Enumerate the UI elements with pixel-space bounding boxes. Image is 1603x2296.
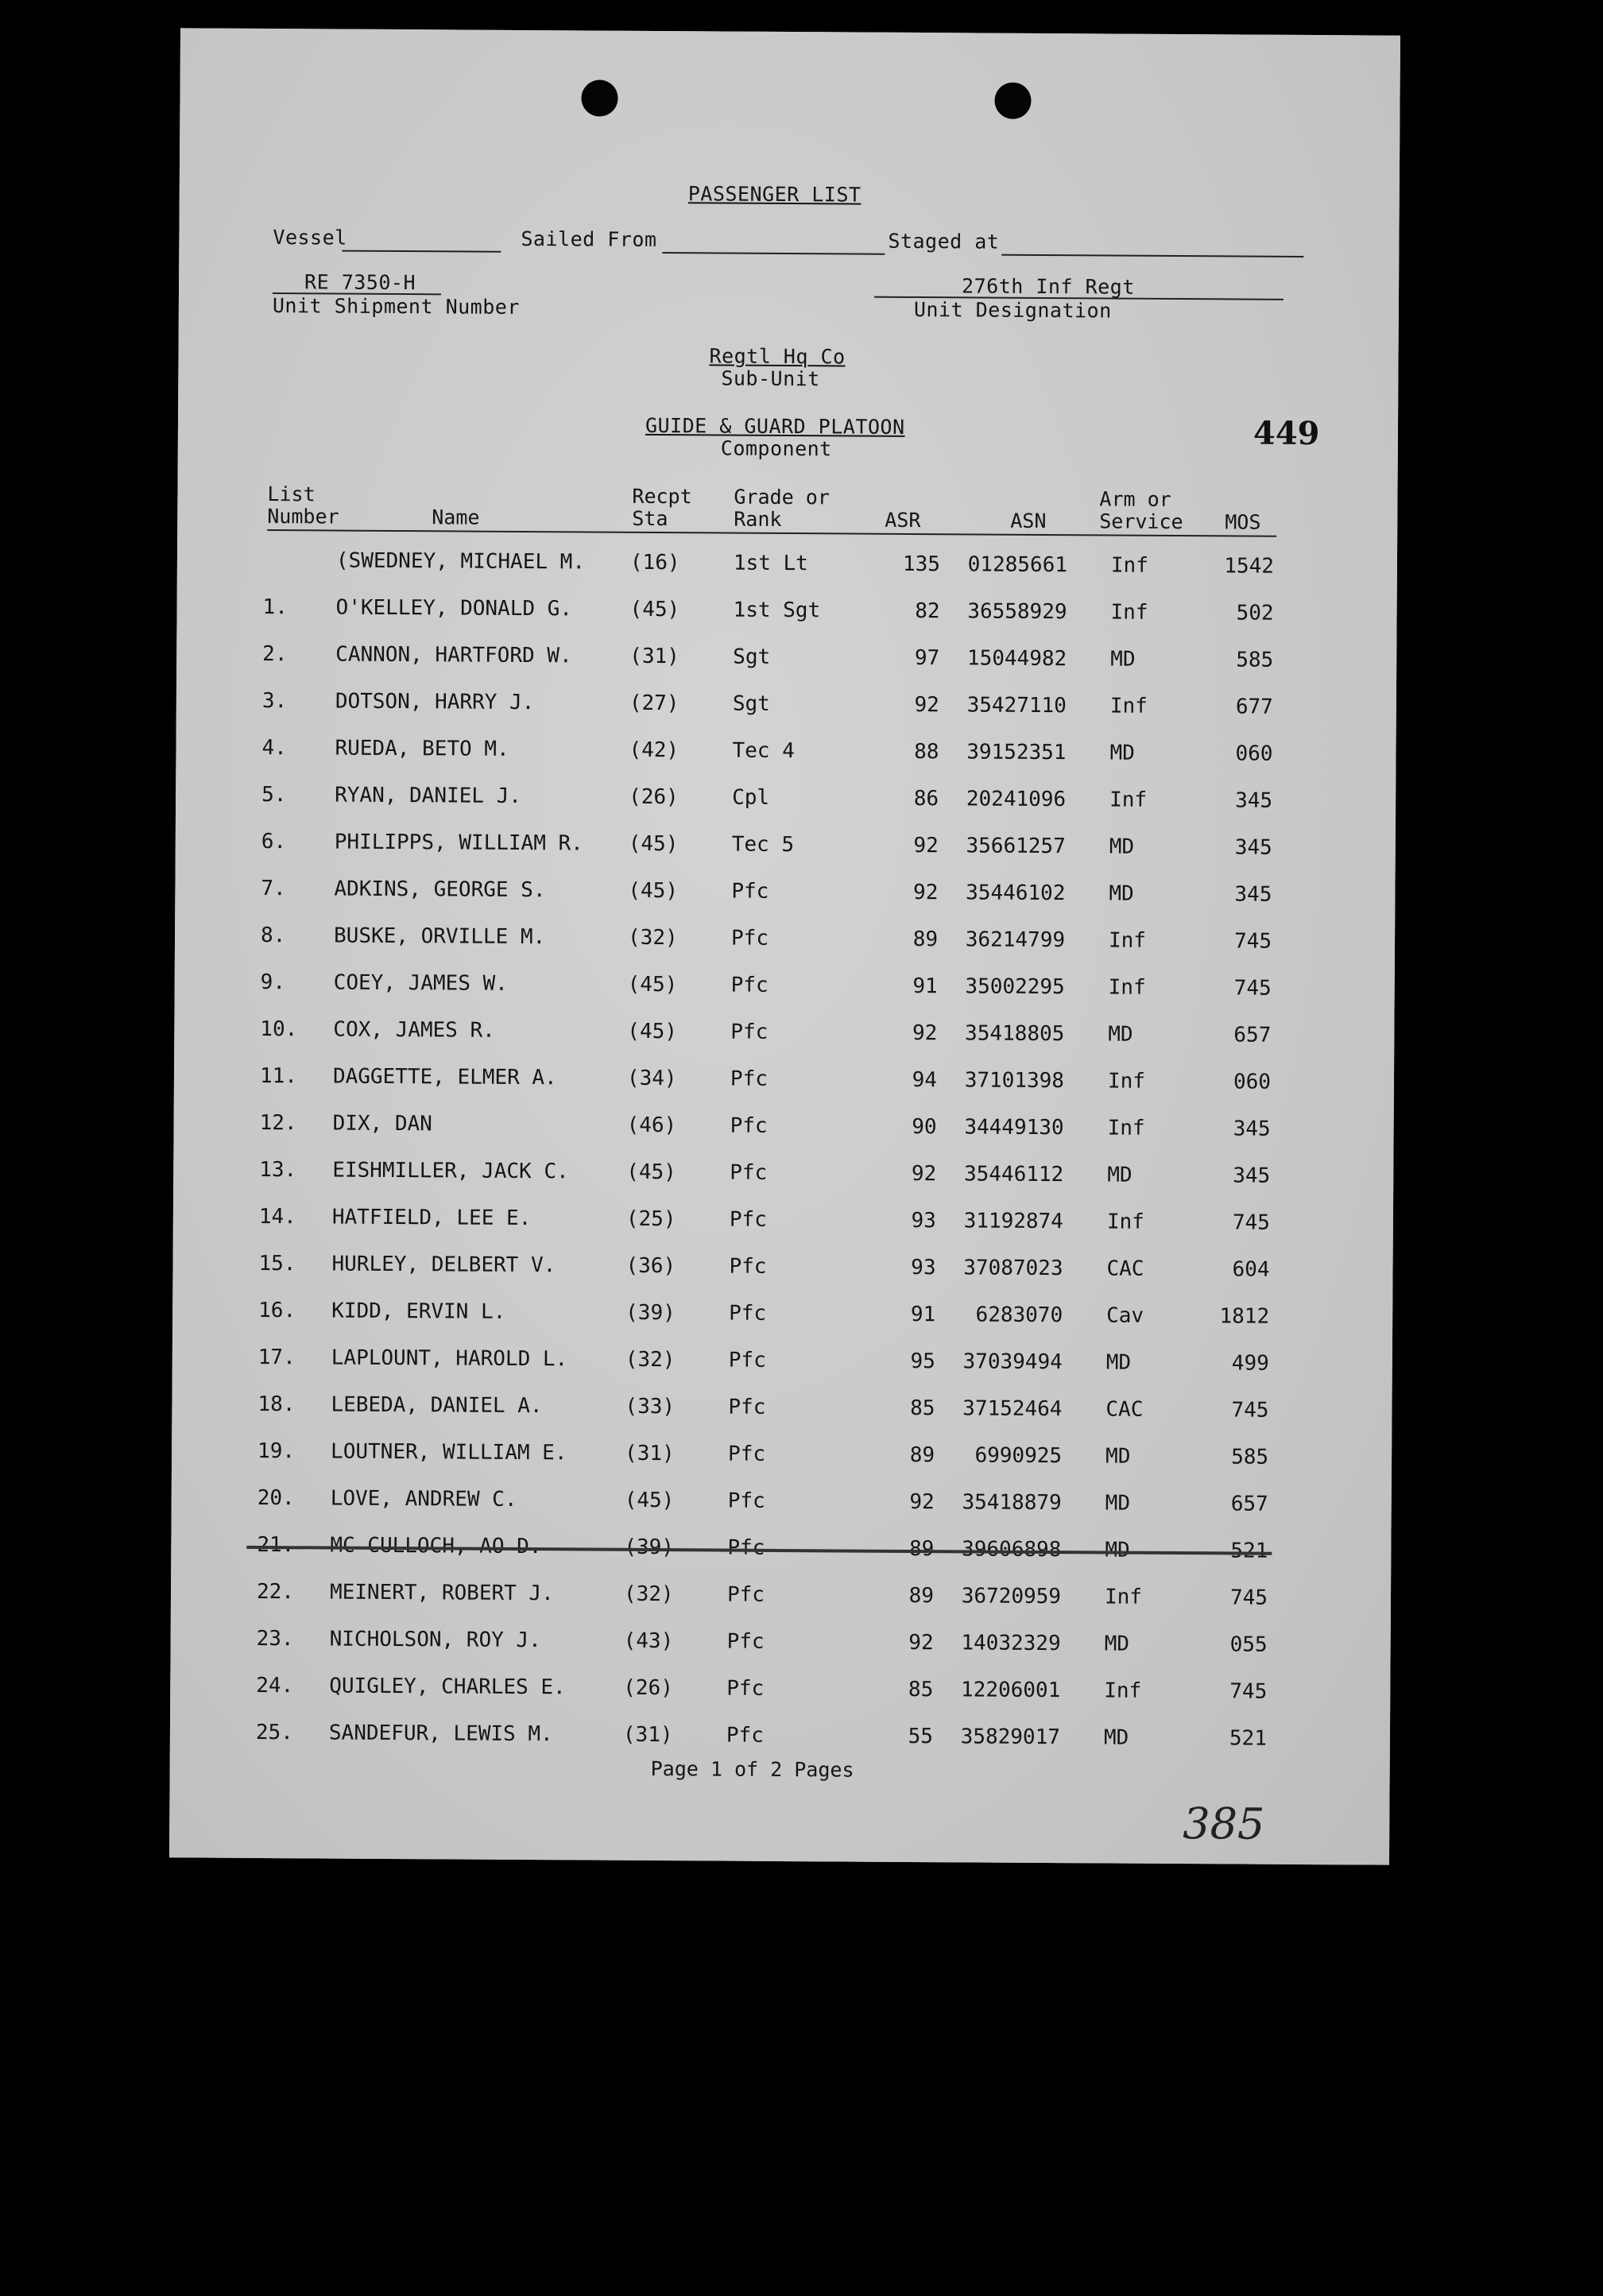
row-recpt-sta: (32) bbox=[625, 1347, 676, 1373]
row-grade: Pfc bbox=[726, 1676, 765, 1701]
component-value: GUIDE & GUARD PLATOON bbox=[645, 413, 905, 439]
row-recpt-sta: (31) bbox=[629, 644, 680, 669]
row-recpt-sta: (39) bbox=[625, 1300, 676, 1326]
row-recpt-sta: (42) bbox=[629, 738, 680, 763]
row-mos: 657 bbox=[1230, 1492, 1268, 1516]
staged-at-blank bbox=[1001, 254, 1303, 257]
row-asn: 35661257 bbox=[966, 834, 1066, 859]
row-grade: Pfc bbox=[726, 1723, 764, 1748]
document-page bbox=[169, 28, 1400, 1864]
row-asn: 36720959 bbox=[961, 1584, 1062, 1609]
row-arm-service: MD bbox=[1105, 1491, 1131, 1516]
row-asr: 55 bbox=[908, 1724, 934, 1749]
row-name: DAGGETTE, ELMER A. bbox=[332, 1064, 557, 1090]
row-name: LEBEDA, DANIEL A. bbox=[331, 1392, 543, 1419]
row-recpt-sta: (45) bbox=[626, 1160, 676, 1185]
row-asn: 20241096 bbox=[966, 787, 1067, 812]
row-asr: 135 bbox=[902, 552, 941, 577]
row-asn: 36214799 bbox=[965, 927, 1066, 953]
row-grade: Pfc bbox=[727, 1489, 765, 1513]
row-grade: Pfc bbox=[730, 1020, 769, 1044]
row-asn: 37087023 bbox=[963, 1256, 1063, 1281]
row-list-number: 23. bbox=[256, 1626, 294, 1651]
component-label: Component bbox=[720, 436, 832, 461]
page-footer: Page 1 of 2 Pages bbox=[650, 1756, 854, 1782]
row-arm-service: Inf bbox=[1109, 694, 1148, 718]
row-asr: 82 bbox=[915, 598, 940, 624]
row-list-number: 25. bbox=[255, 1720, 294, 1745]
row-list-number: 7. bbox=[261, 876, 286, 901]
row-recpt-sta: (43) bbox=[623, 1628, 674, 1654]
row-recpt-sta: (32) bbox=[623, 1582, 674, 1607]
row-recpt-sta: (27) bbox=[629, 691, 680, 716]
row-asr: 95 bbox=[910, 1349, 935, 1374]
row-asr: 92 bbox=[911, 1161, 937, 1187]
row-arm-service: MD bbox=[1109, 741, 1135, 765]
row-grade: Pfc bbox=[730, 926, 769, 951]
row-arm-service: Inf bbox=[1107, 1069, 1146, 1094]
row-asn: 35446112 bbox=[963, 1162, 1064, 1187]
row-mos: 521 bbox=[1229, 1726, 1268, 1751]
vessel-blank bbox=[342, 250, 501, 253]
page-stamp-number: 449 bbox=[1253, 414, 1320, 453]
row-arm-service: MD bbox=[1103, 1725, 1129, 1750]
row-name: DOTSON, HARRY J. bbox=[335, 689, 535, 715]
row-arm-service: MD bbox=[1108, 1022, 1133, 1047]
row-asr: 89 bbox=[912, 927, 939, 952]
row-name: O'KELLEY, DONALD G. bbox=[335, 595, 573, 621]
row-recpt-sta: (39) bbox=[624, 1535, 675, 1560]
row-grade: Pfc bbox=[730, 973, 769, 997]
row-recpt-sta: (45) bbox=[627, 1019, 678, 1044]
row-grade: Pfc bbox=[730, 1067, 769, 1091]
row-asn: 37152464 bbox=[962, 1396, 1063, 1422]
table-row bbox=[173, 1099, 1393, 1153]
row-grade: Sgt bbox=[732, 691, 770, 716]
row-asr: 90 bbox=[912, 1114, 937, 1140]
row-asn: 36558929 bbox=[967, 599, 1067, 625]
passenger-table bbox=[170, 536, 1397, 1763]
staged-at-label: Staged at bbox=[888, 229, 1000, 254]
row-list-number: 4. bbox=[261, 735, 287, 761]
row-asr: 86 bbox=[913, 786, 939, 811]
row-grade: Pfc bbox=[728, 1348, 766, 1373]
row-grade: 1st Lt bbox=[733, 551, 808, 576]
unit-designation-label: Unit Designation bbox=[913, 297, 1112, 323]
table-row bbox=[171, 1521, 1391, 1575]
row-name: HURLEY, DELBERT V. bbox=[331, 1252, 556, 1278]
row-asn: 35446102 bbox=[966, 881, 1066, 906]
row-list-number: 10. bbox=[260, 1016, 298, 1042]
row-asn: 15044982 bbox=[966, 646, 1067, 672]
row-mos: 502 bbox=[1236, 601, 1274, 625]
row-list-number: 13. bbox=[259, 1157, 297, 1183]
row-asr: 93 bbox=[911, 1255, 936, 1280]
row-recpt-sta: (25) bbox=[625, 1206, 676, 1232]
row-arm-service: Inf bbox=[1104, 1585, 1143, 1609]
row-asn: 01285661 bbox=[967, 552, 1068, 578]
row-grade: Pfc bbox=[727, 1535, 765, 1560]
row-mos: 060 bbox=[1233, 1070, 1272, 1094]
row-arm-service: Inf bbox=[1110, 600, 1148, 625]
row-grade: Pfc bbox=[728, 1395, 766, 1419]
row-name: ADKINS, GEORGE S. bbox=[334, 877, 546, 903]
row-name: CANNON, HARTFORD W. bbox=[335, 642, 572, 668]
unit-designation-value: 276th Inf Regt bbox=[961, 274, 1135, 299]
row-mos: 745 bbox=[1231, 1398, 1269, 1423]
row-recpt-sta: (45) bbox=[627, 972, 678, 997]
col-mos: MOS bbox=[1225, 510, 1261, 534]
table-row bbox=[176, 677, 1396, 731]
row-grade: Pfc bbox=[726, 1629, 765, 1654]
row-asn: 34449130 bbox=[964, 1115, 1064, 1140]
table-row bbox=[172, 1474, 1392, 1528]
row-arm-service: MD bbox=[1105, 1444, 1131, 1469]
row-list-number: 16. bbox=[258, 1298, 296, 1323]
row-grade: 1st Sgt bbox=[733, 598, 821, 623]
row-recpt-sta: (16) bbox=[629, 550, 680, 575]
row-name: (SWEDNEY, MICHAEL M. bbox=[335, 548, 586, 575]
row-name: LOUTNER, WILLIAM E. bbox=[331, 1439, 567, 1465]
sub-unit-label: Sub-Unit bbox=[721, 366, 820, 391]
row-asn: 31192874 bbox=[963, 1209, 1063, 1234]
row-asr: 89 bbox=[908, 1536, 935, 1562]
row-mos: 657 bbox=[1233, 1023, 1272, 1047]
sailed-from-label: Sailed From bbox=[521, 227, 657, 251]
row-grade: Pfc bbox=[728, 1442, 766, 1466]
table-row bbox=[170, 1709, 1390, 1763]
row-asn: 35427110 bbox=[966, 693, 1067, 718]
row-arm-service: Inf bbox=[1106, 1210, 1144, 1234]
row-mos: 055 bbox=[1229, 1632, 1268, 1657]
row-grade: Cpl bbox=[732, 785, 770, 810]
row-list-number: 3. bbox=[261, 688, 288, 714]
table-row bbox=[170, 1615, 1390, 1669]
row-grade: Pfc bbox=[730, 1160, 768, 1185]
row-recpt-sta: (26) bbox=[629, 784, 679, 810]
row-mos: 345 bbox=[1233, 1163, 1271, 1188]
row-recpt-sta: (34) bbox=[626, 1066, 677, 1091]
row-name: MEINERT, ROBERT J. bbox=[329, 1580, 554, 1606]
row-asn: 35418805 bbox=[965, 1021, 1065, 1047]
row-grade: Tec 4 bbox=[732, 738, 795, 764]
col-arm-service: Arm or Service bbox=[1099, 487, 1183, 534]
row-mos: 604 bbox=[1232, 1257, 1270, 1282]
row-mos: 499 bbox=[1231, 1351, 1269, 1376]
vessel-label: Vessel bbox=[273, 226, 347, 250]
row-name: LOVE, ANDREW C. bbox=[330, 1486, 517, 1512]
col-grade: Grade or Rank bbox=[734, 485, 830, 531]
row-list-number: 17. bbox=[257, 1345, 296, 1370]
row-name: EISHMILLER, JACK C. bbox=[332, 1158, 569, 1184]
row-mos: 345 bbox=[1235, 788, 1273, 813]
row-list-number: 15. bbox=[258, 1251, 296, 1276]
row-arm-service: Inf bbox=[1108, 975, 1146, 1000]
row-asr: 92 bbox=[912, 1020, 938, 1046]
row-asn: 39606898 bbox=[962, 1537, 1062, 1562]
col-list-number: List Number bbox=[267, 482, 339, 529]
row-mos: 1812 bbox=[1219, 1304, 1270, 1329]
row-grade: Pfc bbox=[726, 1582, 765, 1607]
row-name: RYAN, DANIEL J. bbox=[335, 783, 522, 808]
sailed-from-blank bbox=[662, 252, 885, 255]
table-row bbox=[172, 1334, 1392, 1388]
row-recpt-sta: (26) bbox=[623, 1675, 674, 1701]
row-asr: 92 bbox=[914, 692, 939, 718]
row-list-number: 5. bbox=[261, 782, 287, 807]
col-asr: ASR bbox=[885, 508, 921, 532]
table-row bbox=[174, 1005, 1394, 1059]
row-arm-service: Inf bbox=[1104, 1678, 1142, 1703]
row-mos: 345 bbox=[1233, 1117, 1271, 1141]
row-asr: 92 bbox=[913, 880, 939, 905]
row-mos: 345 bbox=[1234, 882, 1272, 907]
row-list-number: 2. bbox=[262, 641, 288, 667]
handwritten-number: 385 bbox=[1183, 1798, 1265, 1849]
row-asr: 92 bbox=[909, 1489, 935, 1515]
row-list-number: 14. bbox=[258, 1204, 296, 1229]
row-asr: 89 bbox=[908, 1583, 935, 1609]
row-asr: 97 bbox=[914, 645, 940, 671]
row-asn: 6990925 bbox=[974, 1443, 1063, 1469]
row-recpt-sta: (36) bbox=[625, 1253, 676, 1279]
row-name: HATFIELD, LEE E. bbox=[331, 1205, 532, 1231]
row-mos: 745 bbox=[1233, 976, 1272, 1001]
row-asr: 91 bbox=[912, 974, 938, 999]
row-name: COX, JAMES R. bbox=[333, 1017, 495, 1043]
row-grade: Pfc bbox=[729, 1301, 767, 1326]
col-name: Name bbox=[432, 505, 480, 529]
document-title: PASSENGER LIST bbox=[687, 182, 862, 207]
row-grade: Tec 5 bbox=[731, 832, 795, 858]
row-asr: 92 bbox=[908, 1630, 934, 1655]
row-arm-service: Inf bbox=[1109, 788, 1148, 812]
row-name: KIDD, ERVIN L. bbox=[331, 1299, 506, 1324]
row-mos: 745 bbox=[1233, 929, 1272, 954]
row-mos: 585 bbox=[1236, 648, 1274, 672]
row-name: RUEDA, BETO M. bbox=[335, 736, 509, 761]
row-name: COEY, JAMES W. bbox=[333, 970, 508, 996]
row-asn: 39152351 bbox=[966, 740, 1067, 765]
row-recpt-sta: (45) bbox=[628, 831, 679, 857]
row-asn: 12206001 bbox=[960, 1678, 1061, 1703]
row-arm-service: CAC bbox=[1105, 1397, 1144, 1422]
row-arm-service: Inf bbox=[1108, 928, 1147, 953]
row-asr: 85 bbox=[908, 1677, 934, 1702]
row-asn: 14032329 bbox=[961, 1631, 1061, 1656]
table-row bbox=[176, 724, 1396, 778]
table-row bbox=[174, 1052, 1394, 1106]
table-row bbox=[175, 865, 1395, 919]
row-list-number: 21. bbox=[257, 1532, 295, 1558]
row-mos: 585 bbox=[1231, 1445, 1269, 1469]
row-list-number: 20. bbox=[257, 1485, 295, 1511]
row-grade: Pfc bbox=[729, 1254, 767, 1279]
row-asr: 85 bbox=[910, 1396, 935, 1421]
row-arm-service: Cav bbox=[1106, 1303, 1144, 1328]
row-name: LAPLOUNT, HAROLD L. bbox=[331, 1345, 568, 1372]
row-asr: 88 bbox=[914, 739, 939, 765]
col-asn: ASN bbox=[1010, 509, 1047, 532]
table-row bbox=[176, 771, 1396, 825]
unit-shipment-number-label: Unit Shipment Number bbox=[272, 294, 521, 319]
table-row bbox=[173, 1193, 1393, 1247]
table-row bbox=[176, 630, 1396, 684]
row-asr: 94 bbox=[912, 1067, 938, 1093]
table-row bbox=[176, 818, 1396, 872]
table-row bbox=[172, 1380, 1392, 1435]
row-asn: 37101398 bbox=[964, 1068, 1065, 1094]
row-asn: 35418879 bbox=[962, 1490, 1062, 1516]
row-arm-service: MD bbox=[1105, 1538, 1130, 1562]
row-recpt-sta: (45) bbox=[624, 1488, 675, 1513]
row-recpt-sta: (32) bbox=[627, 925, 678, 951]
row-name: BUSKE, ORVILLE M. bbox=[333, 923, 546, 950]
row-name: MC CULLOCH, AO D. bbox=[330, 1533, 542, 1559]
row-arm-service: Inf bbox=[1110, 553, 1148, 578]
row-grade: Pfc bbox=[731, 879, 769, 904]
row-arm-service: MD bbox=[1107, 1163, 1133, 1187]
row-recpt-sta: (45) bbox=[628, 878, 679, 904]
table-row bbox=[175, 912, 1395, 966]
row-asr: 91 bbox=[910, 1302, 936, 1327]
row-mos: 677 bbox=[1235, 695, 1273, 719]
table-row bbox=[176, 583, 1396, 637]
row-mos: 745 bbox=[1229, 1586, 1268, 1610]
row-asn: 6283070 bbox=[975, 1303, 1063, 1328]
table-row bbox=[173, 1146, 1393, 1200]
col-recpt-sta: Recpt Sta bbox=[632, 484, 692, 531]
row-recpt-sta: (31) bbox=[622, 1722, 673, 1748]
table-row bbox=[172, 1427, 1392, 1481]
row-name: NICHOLSON, ROY J. bbox=[329, 1627, 541, 1653]
row-list-number: 12. bbox=[259, 1110, 297, 1136]
row-mos: 1542 bbox=[1224, 554, 1275, 579]
row-asn: 35002295 bbox=[965, 974, 1065, 1000]
row-asn: 35829017 bbox=[960, 1725, 1061, 1750]
row-grade: Pfc bbox=[729, 1207, 767, 1232]
row-asn: 37039494 bbox=[962, 1349, 1063, 1375]
row-name: PHILIPPS, WILLIAM R. bbox=[334, 830, 583, 856]
row-list-number: 1. bbox=[262, 594, 288, 620]
punch-hole-right bbox=[994, 83, 1031, 119]
row-list-number: 22. bbox=[256, 1579, 295, 1605]
row-list-number: 8. bbox=[260, 923, 286, 948]
row-arm-service: MD bbox=[1104, 1632, 1130, 1656]
row-name: QUIGLEY, CHARLES E. bbox=[329, 1674, 566, 1700]
table-row bbox=[170, 1662, 1390, 1716]
row-name: SANDEFUR, LEWIS M. bbox=[328, 1721, 553, 1747]
table-row bbox=[172, 1240, 1392, 1294]
row-mos: 521 bbox=[1230, 1539, 1268, 1563]
row-mos: 060 bbox=[1235, 741, 1273, 766]
table-row bbox=[172, 1287, 1392, 1341]
row-mos: 345 bbox=[1234, 835, 1272, 860]
table-row bbox=[177, 536, 1397, 590]
row-arm-service: MD bbox=[1109, 881, 1134, 906]
row-arm-service: MD bbox=[1105, 1350, 1132, 1375]
row-mos: 745 bbox=[1232, 1210, 1270, 1235]
row-mos: 745 bbox=[1229, 1679, 1268, 1704]
row-name: DIX, DAN bbox=[332, 1111, 432, 1136]
table-row bbox=[171, 1568, 1391, 1622]
row-list-number: 18. bbox=[257, 1392, 296, 1417]
row-grade: Pfc bbox=[730, 1113, 768, 1138]
row-list-number: 24. bbox=[256, 1673, 294, 1698]
row-grade: Sgt bbox=[733, 645, 771, 669]
row-recpt-sta: (31) bbox=[625, 1441, 675, 1466]
row-recpt-sta: (33) bbox=[625, 1394, 676, 1419]
row-asr: 93 bbox=[911, 1208, 936, 1233]
row-arm-service: Inf bbox=[1107, 1116, 1145, 1140]
punch-hole-left bbox=[581, 79, 618, 116]
row-list-number: 6. bbox=[261, 829, 287, 854]
row-list-number: 9. bbox=[260, 970, 286, 995]
row-asr: 89 bbox=[909, 1442, 935, 1468]
row-arm-service: CAC bbox=[1106, 1256, 1144, 1281]
row-recpt-sta: (46) bbox=[626, 1113, 677, 1138]
row-asr: 92 bbox=[913, 833, 939, 858]
row-recpt-sta: (45) bbox=[629, 597, 680, 622]
row-arm-service: MD bbox=[1110, 647, 1136, 672]
table-row bbox=[175, 958, 1395, 1012]
sub-unit-value: Regtl Hq Co bbox=[709, 344, 846, 369]
row-arm-service: MD bbox=[1109, 834, 1135, 859]
unit-shipment-number-value: RE 7350-H bbox=[304, 270, 416, 295]
row-list-number: 11. bbox=[259, 1063, 298, 1089]
row-list-number: 19. bbox=[257, 1438, 296, 1464]
